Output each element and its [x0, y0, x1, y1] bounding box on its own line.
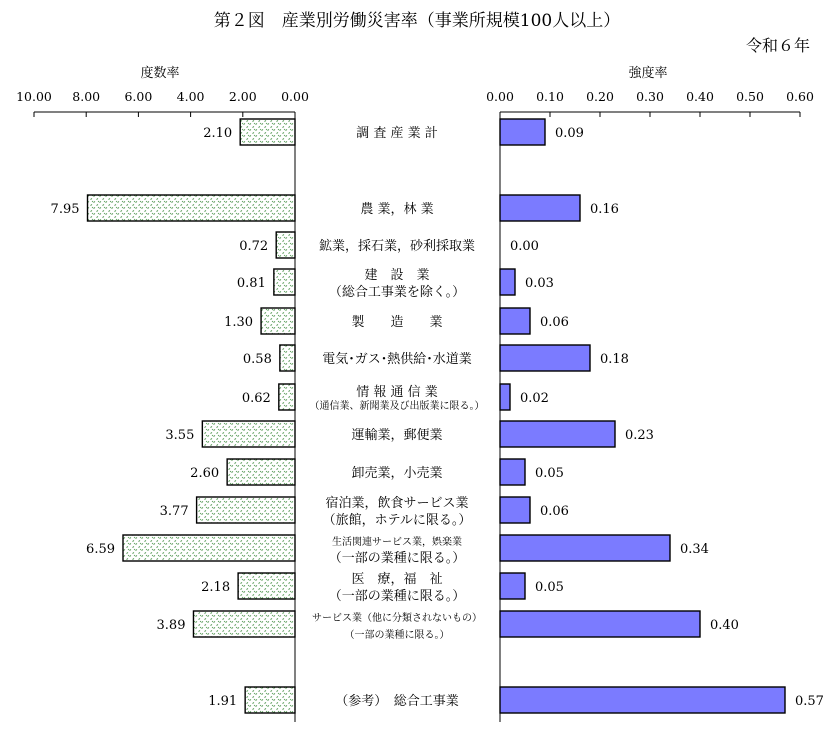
- severity-value-label: 0.09: [555, 126, 584, 141]
- severity-value-label: 0.40: [710, 618, 739, 633]
- severity-bar: [500, 573, 525, 599]
- severity-value-label: 0.05: [535, 580, 564, 595]
- frequency-value-label: 0.58: [242, 352, 272, 367]
- industry-label: 情 報 通 信 業: [356, 385, 438, 400]
- industry-label: 調 査 産 業 計: [356, 126, 438, 141]
- frequency-bar: [261, 308, 295, 334]
- frequency-value-label: 6.59: [86, 542, 116, 557]
- severity-bar: [500, 384, 510, 410]
- industry-label-note: （総合工事業を除く。）: [328, 285, 466, 300]
- severity-tick-label: 0.40: [686, 89, 714, 104]
- frequency-bar: [279, 384, 295, 410]
- severity-value-label: 0.16: [590, 202, 619, 217]
- severity-bar: [500, 269, 515, 295]
- frequency-bar: [245, 687, 295, 713]
- frequency-bar: [238, 573, 295, 599]
- industry-labels: [310, 125, 485, 709]
- industry-label: （参考） 総合工事業: [335, 694, 459, 709]
- year-label: 令和６年: [745, 36, 810, 55]
- frequency-value-label: 0.81: [236, 276, 266, 291]
- frequency-bar: [88, 195, 295, 221]
- frequency-bar: [274, 269, 295, 295]
- frequency-bar: [240, 119, 295, 145]
- frequency-tick-label: 10.00: [16, 89, 52, 104]
- industry-label-note: （一部の業種に限る。）: [344, 630, 450, 641]
- severity-value-label: 0.06: [540, 315, 569, 330]
- frequency-bar: [197, 497, 295, 523]
- frequency-bar: [202, 421, 295, 447]
- industry-label: 電気･ガス･熱供給･水道業: [322, 352, 472, 367]
- frequency-bar: [227, 459, 295, 485]
- chart-title: 第２図 産業別労働災害率（事業所規模100人以上）: [213, 11, 621, 31]
- industry-label: 宿泊業，飲食サービス業: [325, 496, 469, 511]
- severity-tick-label: 0.50: [736, 89, 764, 104]
- industry-label: 運輸業，郵便業: [351, 428, 443, 443]
- severity-value-label: 0.23: [625, 428, 654, 443]
- frequency-tick-label: 2.00: [228, 89, 257, 104]
- frequency-tick-label: 0.00: [281, 89, 309, 104]
- frequency-bar: [123, 535, 295, 561]
- severity-tick-label: 0.60: [786, 89, 814, 104]
- severity-bar: [500, 345, 590, 371]
- severity-value-label: 0.34: [680, 542, 709, 557]
- frequency-tick-label: 8.00: [72, 89, 101, 104]
- severity-rate-title: 強度率: [628, 66, 668, 81]
- severity-bar: [500, 535, 670, 561]
- severity-bar: [500, 687, 785, 713]
- severity-value-label: 0.57: [795, 694, 824, 709]
- frequency-value-label: 1.30: [224, 315, 254, 330]
- frequency-value-label: 3.77: [159, 504, 189, 519]
- industry-label: 生活関連サービス業，娯楽業: [332, 537, 462, 548]
- severity-bar: [500, 308, 530, 334]
- frequency-bar: [280, 345, 295, 371]
- frequency-value-label: 7.95: [50, 202, 80, 217]
- industry-label-note: （旅館，ホテルに限る。）: [322, 513, 472, 528]
- severity-bar: [500, 459, 525, 485]
- industry-label-note: （一部の業種に限る。）: [328, 589, 466, 604]
- industry-label-note: （通信業、新聞業及び出版業に限る。）: [309, 401, 485, 412]
- frequency-value-label: 3.89: [156, 618, 186, 633]
- severity-bar: [500, 421, 615, 447]
- frequency-value-label: 2.18: [201, 580, 231, 595]
- industry-label-note: （一部の業種に限る。）: [328, 551, 466, 566]
- frequency-value-label: 1.91: [208, 694, 238, 709]
- frequency-tick-label: 4.00: [176, 89, 205, 104]
- industry-label: 鉱業，採石業，砂利採取業: [318, 239, 476, 254]
- frequency-value-label: 0.72: [239, 239, 269, 254]
- severity-tick-label: 0.30: [636, 89, 664, 104]
- frequency-tick-label: 6.00: [124, 89, 153, 104]
- frequency-value-label: 3.55: [165, 428, 195, 443]
- frequency-value-label: 2.10: [203, 126, 233, 141]
- severity-value-label: 0.06: [540, 504, 569, 519]
- severity-rate-chart: [486, 65, 824, 722]
- industry-label: 卸売業，小売業: [351, 466, 443, 481]
- industry-label: 農 業，林 業: [360, 202, 434, 217]
- severity-tick-label: 0.00: [486, 89, 514, 104]
- frequency-bar: [193, 611, 295, 637]
- frequency-bar: [276, 232, 295, 258]
- frequency-value-label: 2.60: [190, 466, 220, 481]
- industry-label: サービス業（他に分類されないもの）: [312, 613, 482, 624]
- severity-value-label: 0.18: [600, 352, 629, 367]
- industry-label: 医 療，福 祉: [351, 572, 443, 587]
- frequency-rate-chart: [16, 65, 309, 722]
- severity-bar: [500, 497, 530, 523]
- severity-value-label: 0.03: [525, 276, 554, 291]
- severity-value-label: 0.05: [535, 466, 564, 481]
- severity-value-label: 0.02: [520, 391, 549, 406]
- severity-bar: [500, 611, 700, 637]
- industry-label: 製 造 業: [351, 315, 443, 330]
- industry-label: 建 設 業: [364, 268, 430, 283]
- severity-tick-label: 0.20: [586, 89, 614, 104]
- severity-tick-label: 0.10: [536, 89, 564, 104]
- frequency-rate-title: 度数率: [140, 66, 180, 81]
- severity-bar: [500, 119, 545, 145]
- severity-value-label: 0.00: [510, 239, 539, 254]
- severity-bar: [500, 195, 580, 221]
- frequency-value-label: 0.62: [241, 391, 271, 406]
